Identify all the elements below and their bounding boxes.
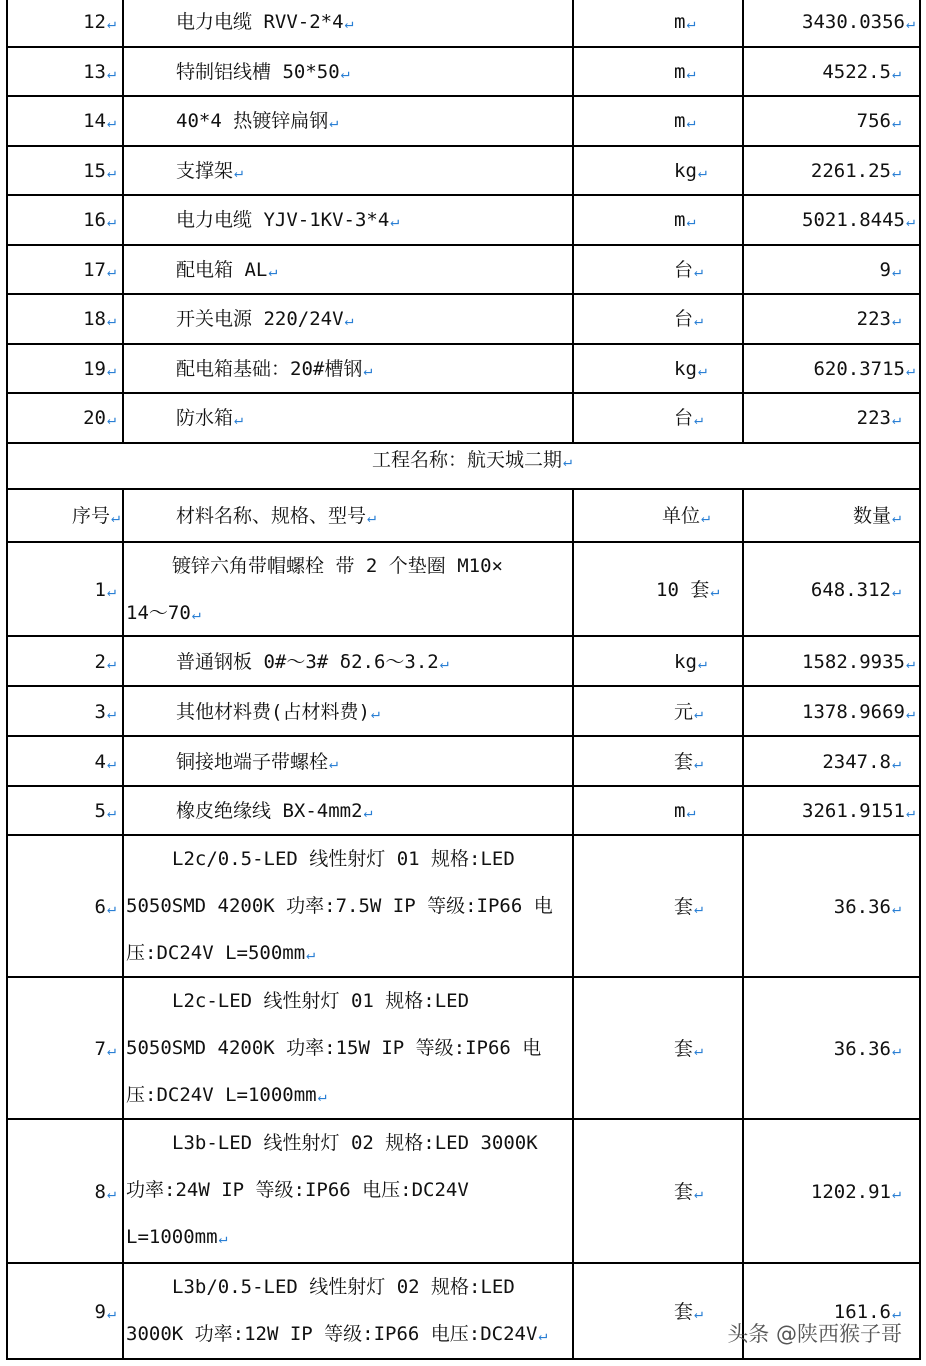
paragraph-mark-icon: ↵ xyxy=(106,581,116,600)
quantity: 648.312↵ xyxy=(810,578,901,601)
quantity: 数量↵ xyxy=(852,504,901,527)
unit: 元↵ xyxy=(674,700,704,723)
table-row xyxy=(6,976,921,1118)
cell-qty xyxy=(744,196,919,244)
material-name: 支撑架↵ xyxy=(176,159,244,182)
cell-no xyxy=(8,490,124,541)
paragraph-mark-icon: ↵ xyxy=(891,1040,901,1059)
material-name xyxy=(124,1264,572,1358)
paragraph-mark-icon: ↵ xyxy=(891,507,901,526)
unit: 单位↵ xyxy=(662,504,711,527)
quantity: 2347.8↵ xyxy=(822,750,901,773)
cell-qty xyxy=(744,836,919,976)
cell-no xyxy=(8,97,124,145)
cell-unit xyxy=(574,97,744,145)
quantity: 1378.9669↵ xyxy=(802,700,915,723)
cell-unit xyxy=(574,490,744,541)
material-name: 铜接地端子带螺栓↵ xyxy=(176,750,339,773)
paragraph-mark-icon: ↵ xyxy=(106,653,116,672)
paragraph-mark-icon: ↵ xyxy=(697,162,707,181)
unit: 套↵ xyxy=(674,1037,704,1060)
unit: m↵ xyxy=(674,799,696,822)
paragraph-mark-icon: ↵ xyxy=(344,311,354,329)
unit: 台↵ xyxy=(674,258,704,281)
quantity: 36.36↵ xyxy=(833,895,901,918)
table-row xyxy=(6,785,921,834)
cell-unit xyxy=(574,637,744,685)
table-row xyxy=(6,244,921,294)
paragraph-mark-icon: ↵ xyxy=(694,703,704,722)
cell-no xyxy=(8,196,124,244)
cell-qty xyxy=(744,394,919,442)
quantity: 2261.25↵ xyxy=(810,159,901,182)
row-number: 19↵ xyxy=(83,357,116,380)
cell-name xyxy=(124,246,574,294)
cell-name xyxy=(124,0,574,46)
paragraph-mark-icon: ↵ xyxy=(106,898,116,917)
material-name: 开关电源 220/24V↵ xyxy=(176,308,354,330)
cell-name xyxy=(124,836,574,976)
paragraph-mark-icon: ↵ xyxy=(694,753,704,772)
row-number: 8↵ xyxy=(94,1180,116,1203)
row-number: 18↵ xyxy=(83,308,116,330)
unit: 套↵ xyxy=(674,750,704,773)
material-name xyxy=(124,1120,572,1261)
paragraph-mark-icon: ↵ xyxy=(905,653,915,672)
section-title-row xyxy=(6,442,921,488)
quantity: 161.6↵ xyxy=(833,1300,901,1323)
paragraph-mark-icon: ↵ xyxy=(268,261,278,280)
paragraph-mark-icon: ↵ xyxy=(694,898,704,917)
cell-name xyxy=(124,637,574,685)
table-row xyxy=(6,392,921,442)
quantity: 9↵ xyxy=(879,258,901,281)
cell-unit xyxy=(574,543,744,635)
cell-name xyxy=(124,394,574,442)
cell-name xyxy=(124,147,574,195)
paragraph-mark-icon: ↵ xyxy=(563,451,573,470)
paragraph-mark-icon: ↵ xyxy=(891,113,901,131)
cell-unit xyxy=(574,1120,744,1262)
quantity: 1582.9935↵ xyxy=(802,650,915,673)
cell-no xyxy=(8,836,124,976)
row-number: 15↵ xyxy=(83,159,116,182)
paragraph-mark-icon: ↵ xyxy=(106,113,116,131)
row-number: 3↵ xyxy=(94,700,116,723)
cell-qty xyxy=(744,637,919,685)
row-number: 2↵ xyxy=(94,650,116,673)
unit: 套↵ xyxy=(674,895,704,918)
cell-unit xyxy=(574,295,744,343)
paragraph-mark-icon: ↵ xyxy=(329,113,339,131)
paragraph-mark-icon: ↵ xyxy=(191,604,201,623)
unit: kg↵ xyxy=(674,357,707,380)
paragraph-mark-icon: ↵ xyxy=(891,63,901,82)
paragraph-mark-icon: ↵ xyxy=(905,360,915,379)
cell-unit xyxy=(574,48,744,96)
quantity: 620.3715↵ xyxy=(813,357,915,380)
table-row xyxy=(6,95,921,145)
paragraph-mark-icon: ↵ xyxy=(686,802,696,821)
cell-name xyxy=(124,48,574,96)
header-row xyxy=(6,488,921,541)
paragraph-mark-icon: ↵ xyxy=(363,802,373,821)
cell-no xyxy=(8,737,124,785)
unit: m↵ xyxy=(674,209,696,231)
unit: m↵ xyxy=(674,110,696,132)
cell-no xyxy=(8,787,124,834)
cell-name xyxy=(124,978,574,1118)
quantity: 3430.0356↵ xyxy=(802,11,915,33)
material-name: 其他材料费(占材料费)↵ xyxy=(176,700,380,723)
paragraph-mark-icon: ↵ xyxy=(106,212,116,230)
cell-unit xyxy=(574,737,744,785)
cell-no xyxy=(8,295,124,343)
cell-no xyxy=(8,48,124,96)
paragraph-mark-icon: ↵ xyxy=(891,410,901,428)
table-row xyxy=(6,293,921,343)
paragraph-mark-icon: ↵ xyxy=(106,162,116,181)
quantity: 1202.91↵ xyxy=(810,1180,901,1203)
paragraph-mark-icon: ↵ xyxy=(694,1040,704,1059)
cell-name xyxy=(124,787,574,834)
cell-qty xyxy=(744,345,919,393)
paragraph-mark-icon: ↵ xyxy=(106,802,116,821)
material-name: 40*4 热镀锌扁钢↵ xyxy=(176,110,339,132)
cell-name xyxy=(124,295,574,343)
paragraph-mark-icon: ↵ xyxy=(686,63,696,82)
paragraph-mark-icon: ↵ xyxy=(329,753,339,772)
row-number: 20↵ xyxy=(83,407,116,429)
row-number: 9↵ xyxy=(94,1300,116,1323)
paragraph-mark-icon: ↵ xyxy=(106,1303,116,1322)
unit: 套↵ xyxy=(674,1300,704,1323)
paragraph-mark-icon: ↵ xyxy=(106,261,116,280)
table-row xyxy=(6,735,921,785)
cell-qty xyxy=(744,97,919,145)
paragraph-mark-icon: ↵ xyxy=(701,507,711,526)
paragraph-mark-icon: ↵ xyxy=(317,1086,327,1105)
cell-no xyxy=(8,543,124,635)
material-name: 配电箱基础：20#槽钢↵ xyxy=(176,357,373,380)
cell-qty xyxy=(744,490,919,541)
quantity: 223↵ xyxy=(856,308,901,330)
material-name-line: 5050SMD 4200K 功率:15W IP 等级:IP66 电 xyxy=(126,1036,542,1059)
paragraph-mark-icon: ↵ xyxy=(686,212,696,230)
paragraph-mark-icon: ↵ xyxy=(891,898,901,917)
cell-unit xyxy=(574,787,744,834)
paragraph-mark-icon: ↵ xyxy=(370,703,380,722)
paragraph-mark-icon: ↵ xyxy=(891,753,901,772)
paragraph-mark-icon: ↵ xyxy=(367,507,377,526)
unit: kg↵ xyxy=(674,159,707,182)
paragraph-mark-icon: ↵ xyxy=(106,63,116,82)
cell-name xyxy=(124,737,574,785)
row-number: 5↵ xyxy=(94,799,116,822)
cell-unit xyxy=(574,196,744,244)
paragraph-mark-icon: ↵ xyxy=(106,410,116,428)
row-number: 14↵ xyxy=(83,110,116,132)
row-number: 17↵ xyxy=(83,258,116,281)
paragraph-mark-icon: ↵ xyxy=(106,14,116,32)
paragraph-mark-icon: ↵ xyxy=(686,113,696,131)
paragraph-mark-icon: ↵ xyxy=(891,1183,901,1202)
material-name-line: L3b-LED 线性射灯 02 规格:LED 3000K xyxy=(172,1131,538,1154)
paragraph-mark-icon: ↵ xyxy=(234,410,244,428)
cell-no xyxy=(8,147,124,195)
row-number: 序号↵ xyxy=(71,504,120,527)
paragraph-mark-icon: ↵ xyxy=(694,1303,704,1322)
unit: 台↵ xyxy=(674,407,704,429)
unit: kg↵ xyxy=(674,650,707,673)
section-title: 工程名称：航天城二期↵ xyxy=(372,448,573,471)
cell-unit xyxy=(574,394,744,442)
row-number: 13↵ xyxy=(83,60,116,83)
row-number: 6↵ xyxy=(94,895,116,918)
material-name-line: L3b/0.5-LED 线性射灯 02 规格:LED xyxy=(172,1275,515,1298)
unit: m↵ xyxy=(674,11,696,33)
table-row xyxy=(6,145,921,195)
paragraph-mark-icon: ↵ xyxy=(110,507,120,526)
quantity: 5021.8445↵ xyxy=(802,209,915,231)
table-row xyxy=(6,0,921,46)
cell-no xyxy=(8,345,124,393)
cell-unit xyxy=(574,345,744,393)
cell-qty xyxy=(744,543,919,635)
cell-unit xyxy=(574,836,744,976)
paragraph-mark-icon: ↵ xyxy=(106,1183,116,1202)
row-number: 12↵ xyxy=(83,11,116,33)
paragraph-mark-icon: ↵ xyxy=(891,581,901,600)
material-name-line: L2c-LED 线性射灯 01 规格:LED xyxy=(172,989,470,1012)
material-name: 电力电缆 RVV-2*4↵ xyxy=(176,11,354,33)
paragraph-mark-icon: ↵ xyxy=(106,703,116,722)
paragraph-mark-icon: ↵ xyxy=(686,14,696,32)
material-name xyxy=(124,543,572,637)
paragraph-mark-icon: ↵ xyxy=(694,1183,704,1202)
cell-name xyxy=(124,1264,574,1358)
paragraph-mark-icon: ↵ xyxy=(905,703,915,722)
cell-no xyxy=(8,687,124,735)
cell-name xyxy=(124,1120,574,1262)
cell-qty xyxy=(744,1120,919,1262)
cell-name xyxy=(124,543,574,635)
material-name-line: 镀锌六角带帽螺栓 带 2 个垫圈 M10× xyxy=(172,554,503,577)
material-name: 防水箱↵ xyxy=(176,407,244,429)
material-name xyxy=(124,836,572,977)
row-number: 1↵ xyxy=(94,578,116,601)
table-row xyxy=(6,1118,921,1262)
material-name: 橡皮绝缘线 BX-4mm2↵ xyxy=(176,799,373,822)
paragraph-mark-icon: ↵ xyxy=(710,581,720,600)
cell-no xyxy=(8,246,124,294)
paragraph-mark-icon: ↵ xyxy=(538,1325,548,1344)
paragraph-mark-icon: ↵ xyxy=(891,1303,901,1322)
cell-no xyxy=(8,394,124,442)
paragraph-mark-icon: ↵ xyxy=(891,162,901,181)
paragraph-mark-icon: ↵ xyxy=(106,360,116,379)
paragraph-mark-icon: ↵ xyxy=(363,360,373,379)
cell-qty xyxy=(744,687,919,735)
material-name: 配电箱 AL↵ xyxy=(176,258,278,281)
cell-name xyxy=(124,490,574,541)
cell-no xyxy=(8,637,124,685)
material-name-line: 14～70↵ xyxy=(126,601,201,624)
quantity: 3261.9151↵ xyxy=(802,799,915,822)
table-row xyxy=(6,685,921,735)
quantity: 36.36↵ xyxy=(833,1037,901,1060)
material-name-line: 压:DC24V L=1000mm↵ xyxy=(126,1083,327,1106)
paragraph-mark-icon: ↵ xyxy=(905,14,915,32)
table-row xyxy=(6,194,921,244)
paragraph-mark-icon: ↵ xyxy=(390,212,400,230)
row-number: 16↵ xyxy=(83,209,116,231)
cell-no xyxy=(8,1264,124,1358)
cell-no xyxy=(8,0,124,46)
paragraph-mark-icon: ↵ xyxy=(905,212,915,230)
row-number: 4↵ xyxy=(94,750,116,773)
paragraph-mark-icon: ↵ xyxy=(697,653,707,672)
cell-qty xyxy=(744,737,919,785)
material-name: 材料名称、规格、型号↵ xyxy=(176,504,377,527)
cell-qty xyxy=(744,48,919,96)
cell-unit xyxy=(574,0,744,46)
paragraph-mark-icon: ↵ xyxy=(439,653,449,672)
cell-qty xyxy=(744,295,919,343)
paragraph-mark-icon: ↵ xyxy=(306,944,316,963)
cell-qty xyxy=(744,246,919,294)
unit: m↵ xyxy=(674,60,696,83)
row-number: 7↵ xyxy=(94,1037,116,1060)
quantity: 756↵ xyxy=(856,110,901,132)
paragraph-mark-icon: ↵ xyxy=(106,1040,116,1059)
quantity: 4522.5↵ xyxy=(822,60,901,83)
cell-unit xyxy=(574,147,744,195)
material-name: 电力电缆 YJV-1KV-3*4↵ xyxy=(176,209,400,231)
paragraph-mark-icon: ↵ xyxy=(344,14,354,32)
cell-unit xyxy=(574,978,744,1118)
paragraph-mark-icon: ↵ xyxy=(694,410,704,428)
paragraph-mark-icon: ↵ xyxy=(891,261,901,280)
quantity: 223↵ xyxy=(856,407,901,429)
unit: 套↵ xyxy=(674,1180,704,1203)
material-name-line: 压:DC24V L=500mm↵ xyxy=(126,941,316,964)
material-name-line: 5050SMD 4200K 功率:7.5W IP 等级:IP66 电 xyxy=(126,894,553,917)
material-name: 特制铝线槽 50*50↵ xyxy=(176,60,350,83)
cell-qty xyxy=(744,147,919,195)
cell-unit xyxy=(574,687,744,735)
table-row xyxy=(6,834,921,976)
unit: 台↵ xyxy=(674,308,704,330)
material-table xyxy=(6,0,921,1360)
table-row xyxy=(6,343,921,393)
cell-name xyxy=(124,345,574,393)
paragraph-mark-icon: ↵ xyxy=(106,311,116,329)
cell-unit xyxy=(574,1264,744,1358)
watermark: 头条 @陕西猴子哥 xyxy=(727,1322,902,1346)
cell-no xyxy=(8,1120,124,1262)
cell-qty xyxy=(744,978,919,1118)
cell-name xyxy=(124,687,574,735)
material-name xyxy=(124,978,572,1119)
material-name-line: L2c/0.5-LED 线性射灯 01 规格:LED xyxy=(172,847,515,870)
material-name-line: L=1000mm↵ xyxy=(126,1225,228,1248)
table-row xyxy=(6,635,921,685)
cell-name xyxy=(124,196,574,244)
paragraph-mark-icon: ↵ xyxy=(905,802,915,821)
paragraph-mark-icon: ↵ xyxy=(697,360,707,379)
paragraph-mark-icon: ↵ xyxy=(106,753,116,772)
cell-no xyxy=(8,978,124,1118)
paragraph-mark-icon: ↵ xyxy=(694,311,704,329)
table-row xyxy=(6,46,921,96)
material-name-line: 3000K 功率:12W IP 等级:IP66 电压:DC24V↵ xyxy=(126,1322,548,1345)
paragraph-mark-icon: ↵ xyxy=(891,311,901,329)
paragraph-mark-icon: ↵ xyxy=(340,63,350,82)
cell-qty xyxy=(744,0,919,46)
material-name-line: 功率:24W IP 等级:IP66 电压:DC24V xyxy=(126,1178,469,1201)
cell-unit xyxy=(574,246,744,294)
cell-name xyxy=(124,97,574,145)
paragraph-mark-icon: ↵ xyxy=(694,261,704,280)
table-row xyxy=(6,541,921,635)
cell-qty xyxy=(744,787,919,834)
unit: 10 套↵ xyxy=(656,578,720,601)
paragraph-mark-icon: ↵ xyxy=(234,162,244,181)
paragraph-mark-icon: ↵ xyxy=(218,1228,228,1247)
material-name: 普通钢板 0#～3# δ2.6～3.2↵ xyxy=(176,650,449,673)
